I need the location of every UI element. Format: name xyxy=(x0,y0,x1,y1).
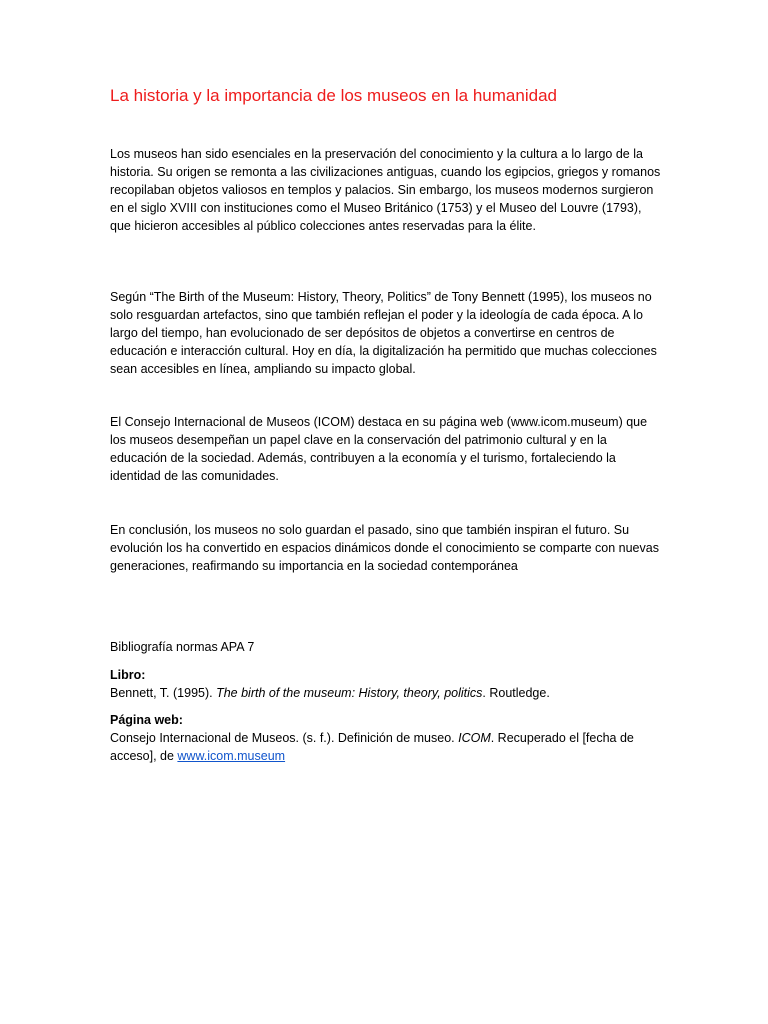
paragraph-conclusion: En conclusión, los museos no solo guardan el pasado, sino que también inspiran el futuro. Su evolución los ha convertido en espacios dinámicos donde el conocimiento se comparte con nuevas generaciones, reafirmando su importancia en la sociedad contemporánea xyxy=(110,523,659,573)
web-label: Página web: xyxy=(110,713,183,727)
web-citation xyxy=(110,729,662,765)
bibliography-heading: Bibliografía normas APA 7 xyxy=(110,640,255,654)
paragraph-bennett: Según “The Birth of the Museum: History, Theory, Politics” de Tony Bennett (1995), los museos no solo resguardan artefactos, sino que también reflejan el poder y la ideología de cada época. A lo largo del tiempo, han evolucionado de ser depósitos de objetos a convertirse en centros de educación e interacción cultural. Hoy en día, la digitalización ha permitido que muchas colecciones sean accesibles en línea, ampliando su impacto global. xyxy=(110,290,657,376)
web-citation-middle: . Recuperado el [fecha de acceso], de xyxy=(110,731,634,763)
web-citation-site: ICOM xyxy=(458,731,491,745)
book-label: Libro: xyxy=(110,668,146,682)
book-citation-prefix: Bennett, T. (1995). xyxy=(110,686,217,700)
book-citation-title: The birth of the museum: History, theory, politics xyxy=(216,686,483,700)
icom-link[interactable]: www.icom.museum xyxy=(177,749,286,763)
paragraph-icom: El Consejo Internacional de Museos (ICOM) destaca en su página web (www.icom.museum) que los museos desempeñan un papel clave en la conservación del patrimonio cultural y en la educación de la sociedad. Además, contribuyen a la economía y el turismo, fortaleciendo la identidad de las comunidades. xyxy=(110,415,648,483)
web-citation-prefix: Consejo Internacional de Museos. (s. f.). Definición de museo. xyxy=(110,731,459,745)
book-citation-suffix: . Routledge. xyxy=(482,686,550,700)
book-citation xyxy=(110,684,662,702)
paragraph-origins: Los museos han sido esenciales en la preservación del conocimiento y la cultura a lo largo de la historia. Su origen se remonta a las civilizaciones antiguas, cuando los egipcios, griegos y romanos recopilaban objetos valiosos en templos y palacios. Sin embargo, los museos modernos surgieron en el siglo XVIII con instituciones como el Museo Británico (1753) y el Museo del Louvre (1793), que hicieron accesibles al público colecciones antes reservadas para la élite. xyxy=(110,147,661,233)
document-title: La historia y la importancia de los museos en la humanidad xyxy=(110,86,557,105)
